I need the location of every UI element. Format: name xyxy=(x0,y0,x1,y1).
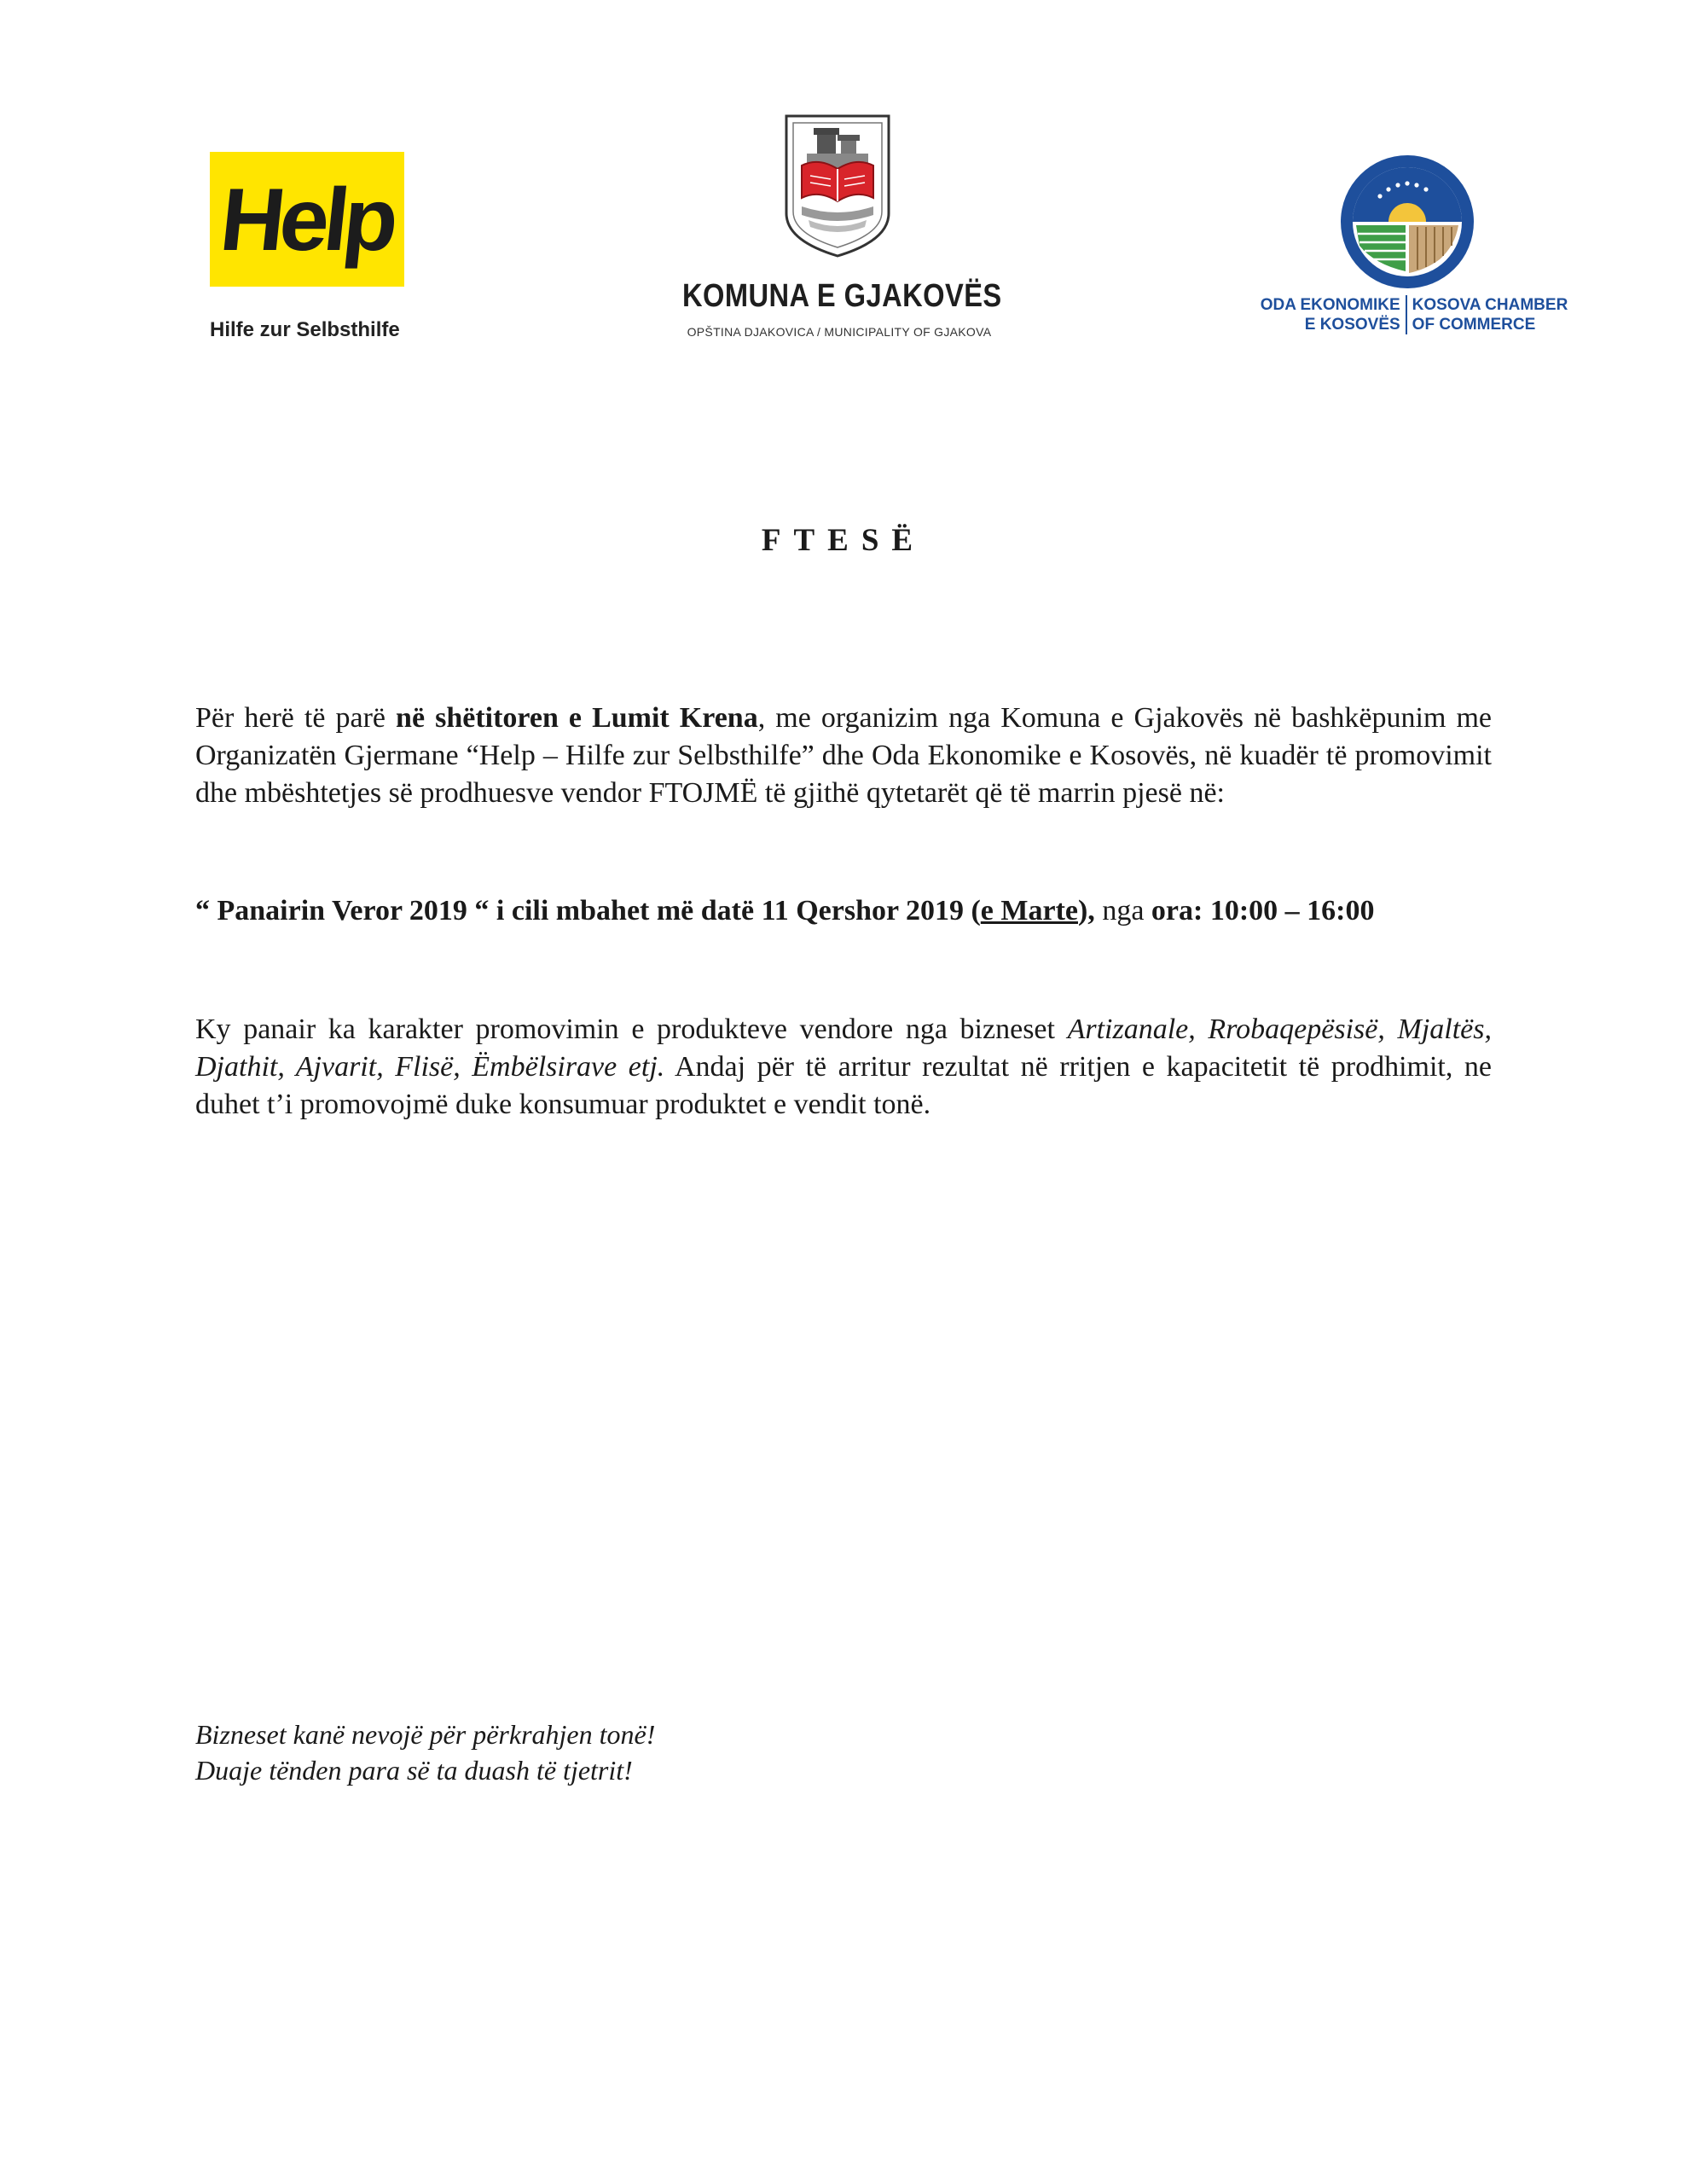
closing-line: Duaje tënden para së ta duash të tjetrit! xyxy=(195,1755,633,1786)
intro-text: , me organizim nga Komuna e Gjakovës në bashkëpunim me Organizatën Gjermane “Help – Hilfe zur Selbsthilfe” dhe Oda Ekonomike e Kosovës, në kuadër të promovimit dhe mbështetjes së prodhuesve vendor FTOJMË të gjithë qytetarët që të marrin pjesë në: xyxy=(195,702,1492,809)
chamber-name-line: E KOSOVËS xyxy=(1304,316,1400,334)
municipality-subtitle: OPŠTINA DJAKOVICA / MUNICIPALITY OF GJAKOVA xyxy=(687,325,992,339)
document-title: FTESË xyxy=(761,523,926,558)
help-logo-tagline: Hilfe zur Selbsthilfe xyxy=(210,318,400,341)
event-details xyxy=(195,892,1492,930)
venue-name: në shëtitoren e Lumit Krena xyxy=(396,702,758,734)
event-name-date: “ Panairin Veror 2019 “ i cili mbahet më datë 11 Qershor 2019 ( xyxy=(195,895,981,926)
chamber-name-english xyxy=(1407,295,1574,334)
chamber-name-line: OF COMMERCE xyxy=(1412,316,1536,334)
chamber-name-line: KOSOVA CHAMBER xyxy=(1412,296,1568,314)
event-hours: ora: 10:00 – 16:00 xyxy=(1151,895,1375,926)
intro-paragraph xyxy=(195,700,1492,812)
description-text: Ky panair ka karakter promovimin e produkteve vendore nga bizneset xyxy=(195,1014,1068,1045)
help-logo-word: Help xyxy=(216,171,398,270)
event-weekday: e Marte xyxy=(980,895,1078,926)
closing-line: Bizneset kanë nevojë për përkrahjen tonë! xyxy=(195,1719,656,1750)
event-punct: ), xyxy=(1077,895,1103,926)
business-types: Artizanale, Rrobaqepësisë, Mjaltës, Djathit, Ajvarit, Flisë, Ëmbëlsirave etj. xyxy=(195,1014,1492,1083)
description-paragraph xyxy=(195,1011,1492,1124)
chamber-emblem-icon xyxy=(1337,152,1477,292)
municipality-name: KOMUNA E GJAKOVËS xyxy=(681,278,1002,314)
chamber-name-albanian xyxy=(1255,295,1407,334)
chamber-name xyxy=(1252,295,1576,334)
chamber-name-line: ODA EKONOMIKE xyxy=(1260,296,1400,314)
coat-of-arms-icon xyxy=(783,113,892,259)
event-from: nga xyxy=(1102,895,1151,926)
help-logo xyxy=(210,152,404,287)
closing-message xyxy=(195,1716,655,1788)
description-text: Andaj për të arritur rezultat në rritjen e kapacitetit të prodhimit, ne duhet t’i promovojmë duke konsumuar produktet e vendit tonë. xyxy=(195,1051,1493,1120)
intro-text: Për herë të parë xyxy=(195,702,397,734)
